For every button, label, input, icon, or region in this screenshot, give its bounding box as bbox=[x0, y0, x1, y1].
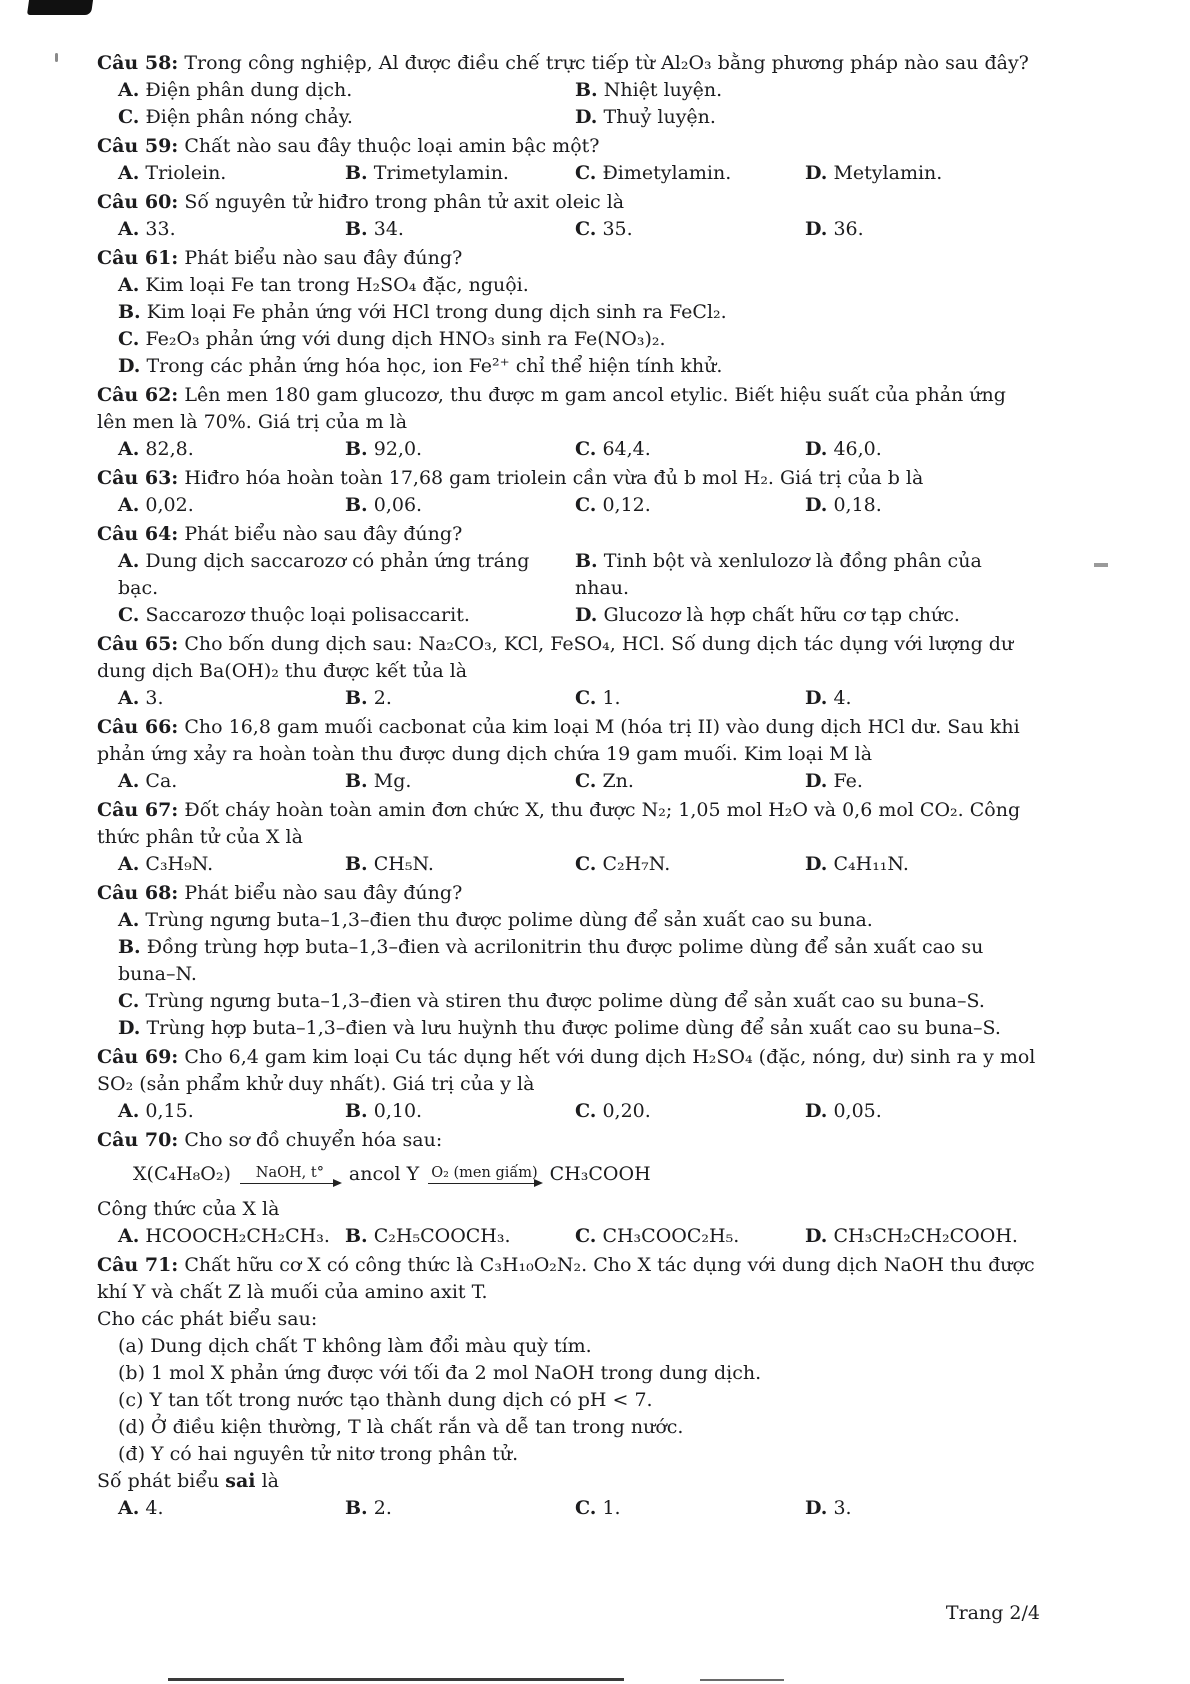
question-number: Câu 69: bbox=[97, 1046, 179, 1068]
option-a bbox=[118, 1495, 345, 1522]
question-text: Hiđro hóa hoàn toàn 17,68 gam triolein cần vừa đủ b mol H₂. Giá trị của b là bbox=[184, 467, 924, 489]
option-text: Thuỷ luyện. bbox=[603, 106, 716, 128]
option-d bbox=[805, 1098, 1040, 1125]
option-b bbox=[345, 768, 575, 795]
question-number: Câu 67: bbox=[97, 799, 179, 821]
option-text: Triolein. bbox=[145, 162, 227, 184]
statement-text: sai bbox=[225, 1470, 256, 1492]
statement-text: Cho các phát biểu sau: bbox=[97, 1308, 318, 1330]
arrow-shaft bbox=[240, 1183, 340, 1184]
option-a bbox=[118, 768, 345, 795]
question-stem bbox=[97, 382, 1040, 436]
option-letter: D. bbox=[805, 1225, 828, 1247]
option-text: 82,8. bbox=[145, 438, 194, 460]
option-letter: A. bbox=[118, 438, 140, 460]
option-b bbox=[345, 851, 575, 878]
option-text: Điện phân dung dịch. bbox=[145, 79, 353, 101]
option-a bbox=[118, 77, 575, 104]
question bbox=[97, 714, 1040, 795]
question-text: Trong công nghiệp, Al được điều chế trực tiếp từ Al₂O₃ bằng phương pháp nào sau đây? bbox=[184, 52, 1029, 74]
questions-container bbox=[97, 50, 1040, 1524]
option-c bbox=[575, 768, 805, 795]
options-group bbox=[97, 492, 1040, 519]
option-text: 0,10. bbox=[373, 1100, 423, 1122]
option-a bbox=[118, 1098, 345, 1125]
option-letter: B. bbox=[345, 1497, 368, 1519]
reaction-arrow-icon bbox=[240, 1165, 340, 1184]
options-group bbox=[97, 77, 1040, 131]
option-text: 0,05. bbox=[833, 1100, 882, 1122]
option-text: 0,18. bbox=[833, 494, 882, 516]
option-letter: C. bbox=[118, 604, 140, 626]
option-d bbox=[805, 1495, 1040, 1522]
option-letter: C. bbox=[575, 218, 597, 240]
options-group bbox=[97, 685, 1040, 712]
question-number: Câu 70: bbox=[97, 1129, 179, 1151]
option-c bbox=[575, 160, 805, 187]
option-c bbox=[575, 1223, 805, 1250]
option-text: 46,0. bbox=[833, 438, 882, 460]
option-letter: D. bbox=[805, 438, 828, 460]
question-stem bbox=[97, 1252, 1040, 1306]
options-group bbox=[97, 907, 1040, 1042]
options-group bbox=[97, 160, 1040, 187]
option-letter: A. bbox=[118, 79, 140, 101]
option-letter: A. bbox=[118, 494, 140, 516]
option-c bbox=[575, 436, 805, 463]
option-letter: C. bbox=[575, 438, 597, 460]
statement-text: (a) Dung dịch chất T không làm đổi màu quỳ tím. bbox=[118, 1335, 592, 1357]
question bbox=[97, 465, 1040, 519]
scheme-compound: X(C₄H₈O₂) bbox=[133, 1163, 231, 1185]
question bbox=[97, 189, 1040, 243]
option-letter: B. bbox=[345, 770, 368, 792]
statement-line bbox=[97, 1387, 1040, 1414]
option-text: HCOOCH₂CH₂CH₃. bbox=[145, 1225, 330, 1247]
options-group bbox=[97, 436, 1040, 463]
option-text: Metylamin. bbox=[833, 162, 943, 184]
option-c bbox=[575, 216, 805, 243]
question-text: Cho 6,4 gam kim loại Cu tác dụng hết với dung dịch H₂SO₄ (đặc, nóng, dư) sinh ra y mol SO₂ (sản phẩm khử duy nhất). Giá trị của y là bbox=[97, 1046, 1036, 1095]
option-text: Saccarozơ thuộc loại polisaccarit. bbox=[145, 604, 470, 626]
option-letter: B. bbox=[345, 1225, 368, 1247]
option-text: 34. bbox=[373, 218, 404, 240]
question-text: Lên men 180 gam glucozơ, thu được m gam ancol etylic. Biết hiệu suất của phản ứng lên men là 70%. Giá trị của m là bbox=[97, 384, 1006, 433]
question-text: Phát biểu nào sau đây đúng? bbox=[184, 247, 463, 269]
option-text: 4. bbox=[145, 1497, 164, 1519]
question-text: Phát biểu nào sau đây đúng? bbox=[184, 882, 463, 904]
question-text: Đốt cháy hoàn toàn amin đơn chức X, thu được N₂; 1,05 mol H₂O và 0,6 mol CO₂. Công thức phân tử của X là bbox=[97, 799, 1021, 848]
option-d bbox=[805, 768, 1040, 795]
question-stem bbox=[97, 1044, 1040, 1098]
option-text: 0,12. bbox=[602, 494, 651, 516]
arrow-shaft bbox=[428, 1183, 540, 1184]
option-text: 33. bbox=[145, 218, 176, 240]
option-text: 0,20. bbox=[602, 1100, 651, 1122]
scheme-compound: ancol Y bbox=[348, 1163, 420, 1185]
option-letter: B. bbox=[345, 494, 368, 516]
option-d bbox=[805, 436, 1040, 463]
option-letter: A. bbox=[118, 853, 140, 875]
option-a bbox=[118, 216, 345, 243]
option-text: C₄H₁₁N. bbox=[833, 853, 909, 875]
option-letter: C. bbox=[575, 853, 597, 875]
option-text: Đimetylamin. bbox=[602, 162, 732, 184]
statement-text: (b) 1 mol X phản ứng được với tối đa 2 mol NaOH trong dung dịch. bbox=[118, 1362, 762, 1384]
option-letter: C. bbox=[575, 494, 597, 516]
question-number: Câu 61: bbox=[97, 247, 179, 269]
question-number: Câu 58: bbox=[97, 52, 179, 74]
option-c bbox=[575, 851, 805, 878]
option-letter: B. bbox=[345, 162, 368, 184]
option-letter: D. bbox=[575, 106, 598, 128]
question bbox=[97, 133, 1040, 187]
options-group bbox=[97, 768, 1040, 795]
option-text: Nhiệt luyện. bbox=[603, 79, 723, 101]
option-text: Trong các phản ứng hóa học, ion Fe²⁺ chỉ thể hiện tính khử. bbox=[146, 355, 723, 377]
option-text: 3. bbox=[833, 1497, 852, 1519]
option-b bbox=[575, 548, 1040, 602]
option-b bbox=[345, 1223, 575, 1250]
page-number: Trang 2/4 bbox=[945, 1602, 1040, 1624]
options-group bbox=[97, 1495, 1040, 1522]
option-letter: A. bbox=[118, 909, 140, 931]
option-letter: B. bbox=[345, 1100, 368, 1122]
statement-text: (d) Ở điều kiện thường, T là chất rắn và dễ tan trong nước. bbox=[118, 1416, 684, 1438]
option-d bbox=[118, 1015, 1040, 1042]
option-text: 2. bbox=[373, 687, 392, 709]
option-letter: C. bbox=[575, 687, 597, 709]
option-c bbox=[118, 104, 575, 131]
option-b bbox=[345, 160, 575, 187]
question-number: Câu 59: bbox=[97, 135, 179, 157]
option-letter: C. bbox=[118, 328, 140, 350]
statement-line bbox=[97, 1441, 1040, 1468]
question-number: Câu 63: bbox=[97, 467, 179, 489]
option-letter: D. bbox=[118, 355, 141, 377]
option-letter: B. bbox=[345, 853, 368, 875]
option-text: 0,15. bbox=[145, 1100, 194, 1122]
option-text: Dung dịch saccarozơ có phản ứng tráng bạc. bbox=[118, 550, 530, 599]
option-b bbox=[118, 934, 1040, 988]
option-letter: D. bbox=[118, 1017, 141, 1039]
option-b bbox=[575, 77, 1040, 104]
option-text: C₂H₅COOCH₃. bbox=[373, 1225, 511, 1247]
option-letter: A. bbox=[118, 1497, 140, 1519]
option-d bbox=[118, 353, 1040, 380]
question-number: Câu 60: bbox=[97, 191, 179, 213]
option-text: Trùng ngưng buta–1,3–đien và stiren thu được polime dùng để sản xuất cao su buna–S. bbox=[145, 990, 985, 1012]
option-letter: C. bbox=[575, 1225, 597, 1247]
question-stem bbox=[97, 465, 1040, 492]
option-text: Fe₂O₃ phản ứng với dung dịch HNO₃ sinh ra Fe(NO₃)₂. bbox=[145, 328, 666, 350]
question-stem bbox=[97, 133, 1040, 160]
option-d bbox=[805, 1223, 1040, 1250]
option-letter: D. bbox=[805, 1497, 828, 1519]
option-letter: D. bbox=[805, 1100, 828, 1122]
options-group bbox=[97, 1098, 1040, 1125]
option-letter: D. bbox=[805, 162, 828, 184]
option-letter: A. bbox=[118, 687, 140, 709]
question-number: Câu 65: bbox=[97, 633, 179, 655]
option-d bbox=[805, 216, 1040, 243]
option-letter: B. bbox=[575, 79, 598, 101]
option-letter: D. bbox=[805, 218, 828, 240]
option-d bbox=[805, 851, 1040, 878]
option-text: 1. bbox=[602, 687, 621, 709]
option-a bbox=[118, 1223, 345, 1250]
option-text: 64,4. bbox=[602, 438, 651, 460]
option-d bbox=[805, 492, 1040, 519]
option-text: Ca. bbox=[145, 770, 178, 792]
option-letter: A. bbox=[118, 1100, 140, 1122]
option-letter: B. bbox=[118, 936, 141, 958]
option-b bbox=[345, 1098, 575, 1125]
question-stem bbox=[97, 631, 1040, 685]
option-text: Fe. bbox=[833, 770, 863, 792]
option-d bbox=[575, 602, 1040, 629]
option-b bbox=[345, 492, 575, 519]
question-text: Chất hữu cơ X có công thức là C₃H₁₀O₂N₂. Cho X tác dụng với dung dịch NaOH thu được khí Y và chất Z là muối của amino axit T. bbox=[97, 1254, 1035, 1303]
statement-line bbox=[97, 1360, 1040, 1387]
option-text: Zn. bbox=[602, 770, 634, 792]
option-letter: D. bbox=[805, 687, 828, 709]
option-a bbox=[118, 492, 345, 519]
scan-artifact bbox=[1094, 563, 1108, 567]
option-text: 3. bbox=[145, 687, 164, 709]
question-text: Cho sơ đồ chuyển hóa sau: bbox=[184, 1129, 443, 1151]
question bbox=[97, 1252, 1040, 1522]
option-c bbox=[118, 602, 575, 629]
option-text: Kim loại Fe phản ứng với HCl trong dung dịch sinh ra FeCl₂. bbox=[146, 301, 727, 323]
statement-text: là bbox=[255, 1470, 279, 1492]
option-text: 1. bbox=[602, 1497, 621, 1519]
question bbox=[97, 1044, 1040, 1125]
option-letter: C. bbox=[575, 162, 597, 184]
option-c bbox=[118, 988, 1040, 1015]
option-text: 0,02. bbox=[145, 494, 194, 516]
options-group bbox=[97, 548, 1040, 629]
arrow-condition-label: NaOH, t° bbox=[255, 1164, 324, 1181]
option-b bbox=[345, 685, 575, 712]
reaction-arrow-icon bbox=[428, 1165, 540, 1184]
scan-artifact bbox=[700, 1679, 784, 1681]
option-b bbox=[345, 1495, 575, 1522]
question-text: Phát biểu nào sau đây đúng? bbox=[184, 523, 463, 545]
question-number: Câu 66: bbox=[97, 716, 179, 738]
statement-text: (đ) Y có hai nguyên tử nitơ trong phân tử. bbox=[118, 1443, 519, 1465]
option-text: Trùng hợp buta–1,3–đien và lưu huỳnh thu được polime dùng để sản xuất cao su buna–S. bbox=[146, 1017, 1001, 1039]
reaction-scheme bbox=[97, 1162, 1040, 1186]
question bbox=[97, 797, 1040, 878]
option-c bbox=[575, 1495, 805, 1522]
option-text: Trimetylamin. bbox=[373, 162, 509, 184]
question-stem bbox=[97, 880, 1040, 907]
option-text: CH₃CH₂CH₂COOH. bbox=[833, 1225, 1018, 1247]
arrow-condition-label: O₂ (men giấm) bbox=[431, 1164, 538, 1181]
question-text: Số nguyên tử hiđro trong phân tử axit oleic là bbox=[184, 191, 625, 213]
option-text: Glucozơ là hợp chất hữu cơ tạp chức. bbox=[603, 604, 960, 626]
option-letter: C. bbox=[575, 1100, 597, 1122]
option-letter: C. bbox=[575, 1497, 597, 1519]
scan-artifact bbox=[168, 1678, 624, 1681]
option-letter: D. bbox=[805, 853, 828, 875]
question-stem bbox=[97, 521, 1040, 548]
option-c bbox=[575, 492, 805, 519]
option-a bbox=[118, 436, 345, 463]
scan-artifact bbox=[27, 0, 93, 15]
question-stem bbox=[97, 245, 1040, 272]
question-stem bbox=[97, 1127, 1040, 1154]
option-a bbox=[118, 548, 575, 602]
option-letter: A. bbox=[118, 274, 140, 296]
option-letter: D. bbox=[575, 604, 598, 626]
question-text: Cho 16,8 gam muối cacbonat của kim loại M (hóa trị II) vào dung dịch HCl dư. Sau khi phản ứng xảy ra hoàn toàn thu được dung dịch chứa 19 gam muối. Kim loại M là bbox=[97, 716, 1020, 765]
option-letter: A. bbox=[118, 218, 140, 240]
option-c bbox=[118, 326, 1040, 353]
option-letter: B. bbox=[118, 301, 141, 323]
question-stem bbox=[97, 714, 1040, 768]
option-a bbox=[118, 851, 345, 878]
scan-artifact bbox=[55, 53, 58, 62]
question bbox=[97, 631, 1040, 712]
option-c bbox=[575, 685, 805, 712]
statement-text: Số phát biểu bbox=[97, 1470, 226, 1492]
option-letter: C. bbox=[118, 990, 140, 1012]
question-stem bbox=[97, 189, 1040, 216]
statement-line bbox=[97, 1414, 1040, 1441]
option-a bbox=[118, 685, 345, 712]
option-letter: A. bbox=[118, 1225, 140, 1247]
option-text: Kim loại Fe tan trong H₂SO₄ đặc, nguội. bbox=[145, 274, 529, 296]
statement-line bbox=[97, 1196, 1040, 1223]
option-text: 35. bbox=[602, 218, 633, 240]
option-text: 36. bbox=[833, 218, 864, 240]
statement-text: (c) Y tan tốt trong nước tạo thành dung dịch có pH < 7. bbox=[118, 1389, 653, 1411]
option-letter: B. bbox=[345, 438, 368, 460]
option-letter: A. bbox=[118, 550, 140, 572]
option-letter: A. bbox=[118, 162, 140, 184]
option-text: Mg. bbox=[373, 770, 412, 792]
question bbox=[97, 1127, 1040, 1250]
option-a bbox=[118, 907, 1040, 934]
scheme-compound: CH₃COOH bbox=[549, 1163, 651, 1185]
statement-line bbox=[97, 1468, 1040, 1495]
option-d bbox=[805, 160, 1040, 187]
question bbox=[97, 50, 1040, 131]
option-text: 2. bbox=[373, 1497, 392, 1519]
option-text: 0,06. bbox=[373, 494, 423, 516]
question-text: Cho bốn dung dịch sau: Na₂CO₃, KCl, FeSO₄, HCl. Số dung dịch tác dụng với lượng dư dung dịch Ba(OH)₂ thu được kết tủa là bbox=[97, 633, 1014, 682]
option-text: CH₅N. bbox=[373, 853, 434, 875]
statement-line bbox=[97, 1306, 1040, 1333]
question-stem bbox=[97, 50, 1040, 77]
statement-line bbox=[97, 1333, 1040, 1360]
question-number: Câu 68: bbox=[97, 882, 179, 904]
option-letter: B. bbox=[345, 687, 368, 709]
option-b bbox=[345, 436, 575, 463]
option-text: Tinh bột và xenlulozơ là đồng phân của nhau. bbox=[575, 550, 982, 599]
options-group bbox=[97, 1223, 1040, 1250]
question-number: Câu 62: bbox=[97, 384, 179, 406]
question-number: Câu 64: bbox=[97, 523, 179, 545]
question bbox=[97, 382, 1040, 463]
option-b bbox=[118, 299, 1040, 326]
question bbox=[97, 880, 1040, 1042]
option-letter: C. bbox=[575, 770, 597, 792]
option-text: CH₃COOC₂H₅. bbox=[602, 1225, 740, 1247]
option-a bbox=[118, 272, 1040, 299]
option-a bbox=[118, 160, 345, 187]
question-stem bbox=[97, 797, 1040, 851]
option-letter: D. bbox=[805, 494, 828, 516]
statement-text: Công thức của X là bbox=[97, 1198, 280, 1220]
question-text: Chất nào sau đây thuộc loại amin bậc một? bbox=[184, 135, 600, 157]
option-b bbox=[345, 216, 575, 243]
option-letter: C. bbox=[118, 106, 140, 128]
question bbox=[97, 245, 1040, 380]
options-group bbox=[97, 272, 1040, 380]
option-text: Điện phân nóng chảy. bbox=[145, 106, 353, 128]
options-group bbox=[97, 216, 1040, 243]
option-d bbox=[575, 104, 1040, 131]
option-text: C₂H₇N. bbox=[602, 853, 671, 875]
option-text: Đồng trùng hợp buta–1,3–đien và acrilonitrin thu được polime dùng để sản xuất cao su buna–N. bbox=[118, 936, 984, 985]
option-letter: A. bbox=[118, 770, 140, 792]
question-number: Câu 71: bbox=[97, 1254, 179, 1276]
option-letter: D. bbox=[805, 770, 828, 792]
option-text: C₃H₉N. bbox=[145, 853, 214, 875]
option-letter: B. bbox=[345, 218, 368, 240]
option-c bbox=[575, 1098, 805, 1125]
option-text: Trùng ngưng buta–1,3–đien thu được polime dùng để sản xuất cao su buna. bbox=[145, 909, 873, 931]
options-group bbox=[97, 851, 1040, 878]
option-text: 92,0. bbox=[373, 438, 423, 460]
option-letter: B. bbox=[575, 550, 598, 572]
option-d bbox=[805, 685, 1040, 712]
option-text: 4. bbox=[833, 687, 852, 709]
question bbox=[97, 521, 1040, 629]
